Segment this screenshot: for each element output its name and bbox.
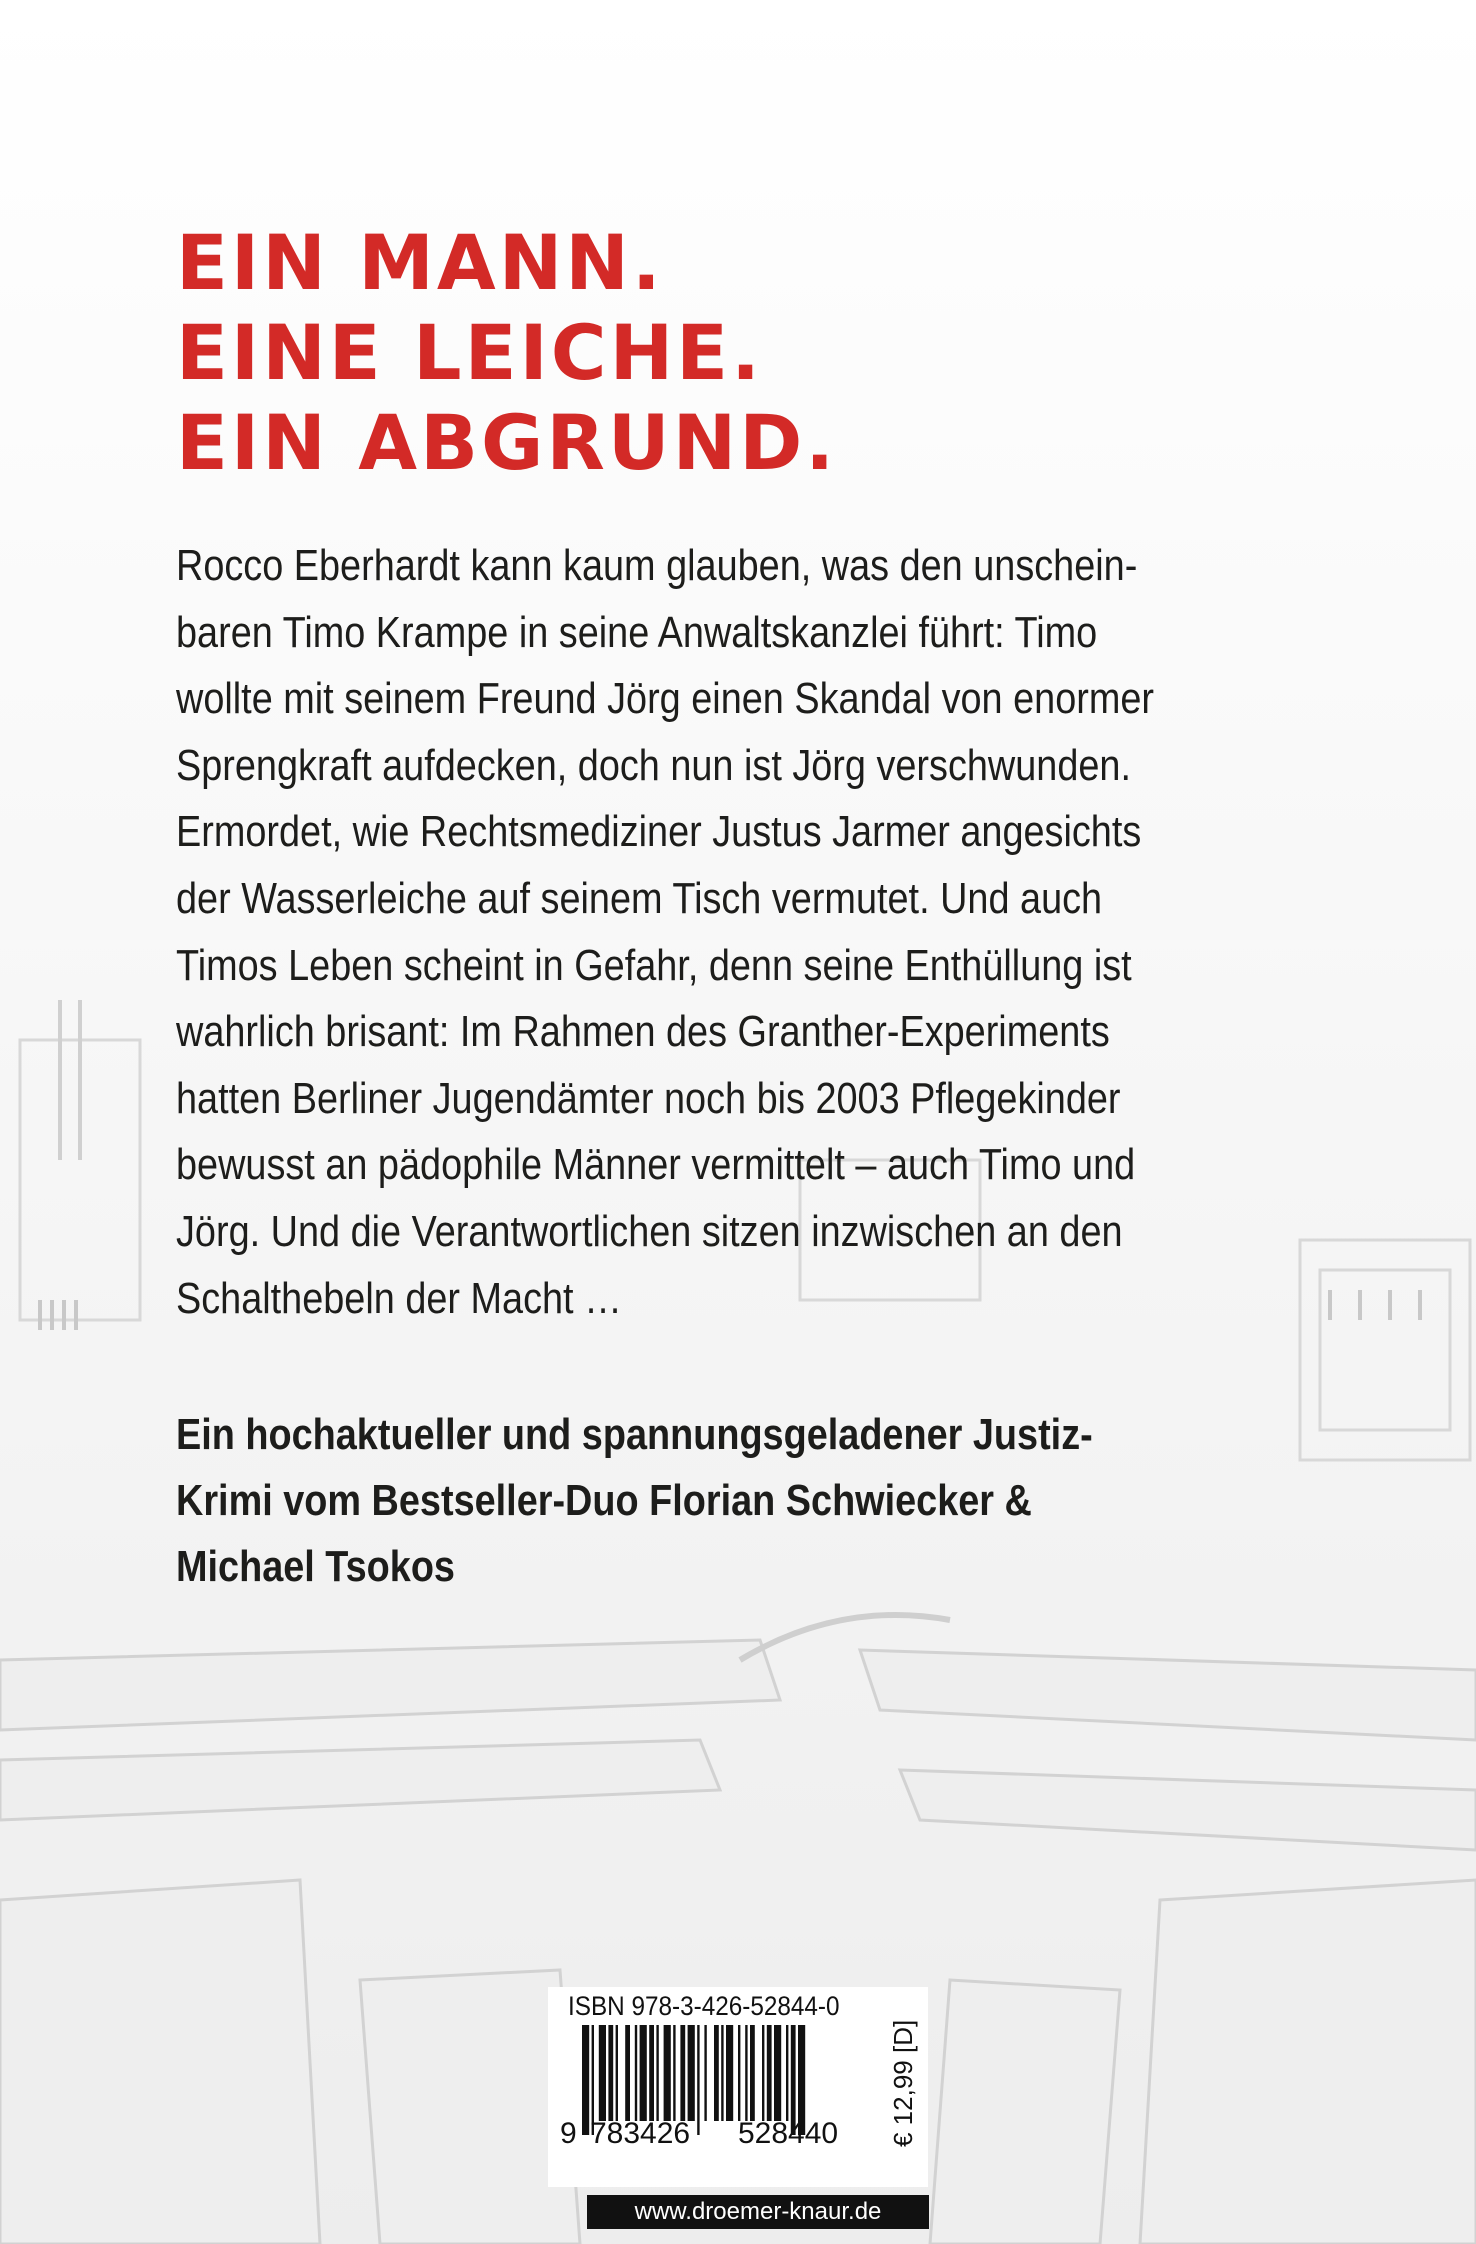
barcode-bar <box>786 2025 788 2121</box>
ean-digit-lead: 9 <box>560 2117 577 2150</box>
barcode-bar <box>680 2025 685 2121</box>
blurb-line: Ermordet, wie Rechtsmediziner Justus Jarmer angesichts <box>176 807 1142 857</box>
barcode-bar <box>714 2025 719 2121</box>
ean-digits-right: 528440 <box>738 2117 839 2150</box>
barcode-bar <box>767 2025 772 2121</box>
headline-line-3: EIN ABGRUND. <box>176 398 838 487</box>
blurb-line: hatten Berliner Jugendämter noch bis 2003 Pflegekinder <box>176 1073 1121 1123</box>
tagline-line: Krimi vom Bestseller-Duo Florian Schwiecker & <box>176 1476 1032 1525</box>
barcode-bar <box>616 2025 618 2121</box>
barcode-bar <box>625 2025 630 2121</box>
barcode-bar <box>635 2025 637 2121</box>
barcode-bar <box>721 2025 723 2121</box>
price-label: € 12,99 [D] <box>888 2019 918 2147</box>
barcode-bar <box>599 2025 606 2121</box>
barcode-bar <box>582 2025 589 2135</box>
blurb-line: Sprengkraft aufdecken, doch nun ist Jörg verschwunden. <box>176 740 1131 790</box>
barcode-icon <box>548 1987 928 2187</box>
blurb-line: Jörg. Und die Verantwortlichen sitzen inzwischen an den <box>176 1206 1123 1256</box>
blurb-line: baren Timo Krampe in seine Anwaltskanzlei führt: Timo <box>176 607 1098 657</box>
barcode-bar <box>704 2025 706 2121</box>
blurb-line: Schalthebeln der Macht … <box>176 1273 622 1323</box>
blurb-text <box>176 533 1285 1332</box>
blurb-line: Timos Leben scheint in Gefahr, denn seine Enthüllung ist <box>176 940 1132 990</box>
blurb-line: Rocco Eberhardt kann kaum glauben, was den unschein- <box>176 541 1138 590</box>
tagline-line: Ein hochaktueller und spannungsgeladener Justiz- <box>176 1410 1093 1459</box>
headline <box>176 218 837 488</box>
barcode-bar <box>774 2025 781 2121</box>
barcode-bar <box>608 2025 613 2121</box>
barcode-bar <box>726 2025 733 2121</box>
blurb-line: der Wasserleiche auf seinem Tisch vermutet. Und auch <box>176 873 1103 923</box>
blurb-line: wahrlich brisant: Im Rahmen des Granther-Experiments <box>176 1007 1110 1057</box>
barcode-bar <box>688 2025 695 2121</box>
barcode-block <box>548 1987 928 2187</box>
blurb-line: bewusst an pädophile Männer vermittelt – auch Timo und <box>176 1140 1136 1190</box>
tagline-line: Michael Tsokos <box>176 1542 455 1591</box>
tagline <box>176 1402 1093 1600</box>
barcode-bar <box>656 2025 658 2121</box>
barcode-bar <box>649 2025 654 2121</box>
barcode-bar <box>750 2025 755 2121</box>
barcode-bar <box>745 2025 747 2121</box>
headline-line-2: EINE LEICHE. <box>176 308 763 397</box>
barcode-bar <box>738 2025 740 2121</box>
isbn-label: ISBN 978-3-426-52844-0 <box>568 1991 840 2021</box>
headline-line-1: EIN MANN. <box>176 218 664 307</box>
barcode-bar <box>664 2025 671 2121</box>
publisher-url: www.droemer-knaur.de <box>587 2195 929 2229</box>
barcode-bar <box>640 2025 647 2121</box>
ean-digits-left: 783426 <box>590 2117 691 2150</box>
barcode-bar <box>762 2025 764 2121</box>
barcode-bar <box>697 2025 699 2135</box>
barcode-bar <box>673 2025 675 2121</box>
blurb-line: wollte mit seinem Freund Jörg einen Skandal von enormer <box>176 674 1155 724</box>
